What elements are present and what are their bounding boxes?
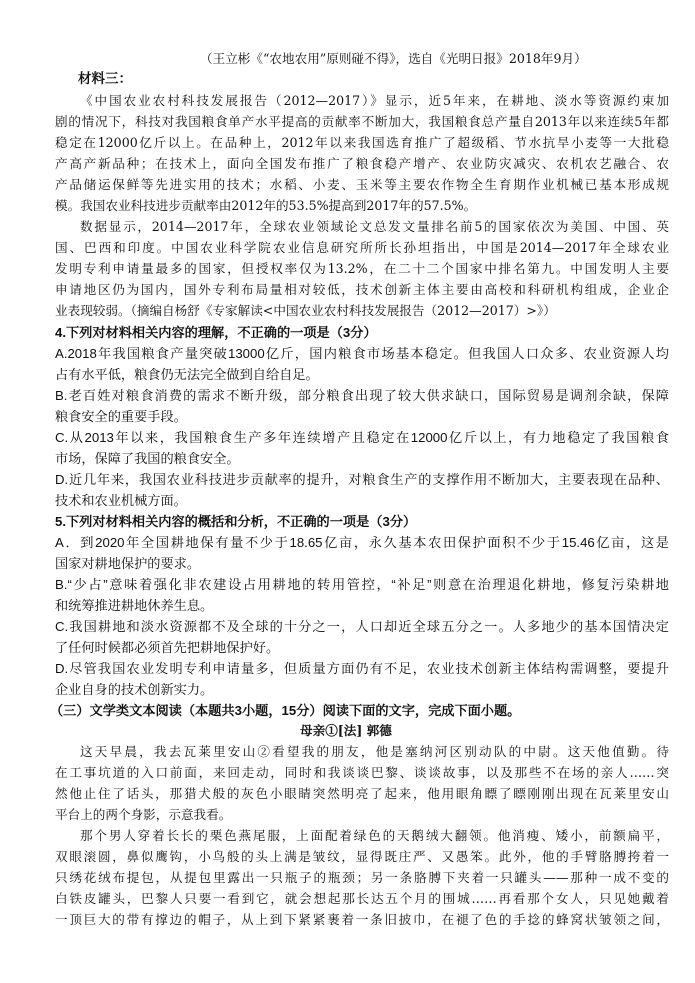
q4-option-d: 技术和农业机械方面。 <box>55 493 187 508</box>
q5-option-a: 国家对耕地保护的要求。 <box>55 556 201 571</box>
q5-option-c: C.我国耕地和淡水资源都不及全球的十分之一，人口却近全球五分之一。人多地少的基本国情决定 <box>55 619 669 634</box>
material3-p1-line: 模。我国农业科技进步贡献率由2012年的53.5%提高到2017年的57.5%。 <box>55 198 477 213</box>
story-p1-line: 平台上的两个身影，示意我看。 <box>55 807 232 822</box>
question-4-stem: 4.下列对材料相关内容的理解，不正确的一项是（3分） <box>55 325 377 340</box>
q5-option-d: 企业自身的技术创新实力。 <box>55 682 214 697</box>
source-citation: （王立彬《“农地农用”原则碰不得》，选自《光明日报》2018年9月） <box>200 51 587 66</box>
story-p1-line: 然他止住了话头，那猎犬般的灰色小眼睛突然明亮了起来，他用眼角瞟了瞟刚刚出现在瓦莱里安山 <box>55 786 669 801</box>
material3-p1-line: 产品储运保鲜等先进实用的技术；水稻、小麦、玉米等主要农作物全生育期作业机械已基本形成规 <box>55 177 669 192</box>
material3-p2-line: 国、巴西和印度。中国农业科学院农业信息研究所所长孙坦指出，中国是2014—2017年全球农业 <box>55 240 669 255</box>
material3-p2-line: 申请地区仍为国内，国外专利布局量相对较低，技术创新主体主要由高校和科研机构组成，企业企 <box>55 282 669 297</box>
q4-option-d: D.近几年来，我国农业科技进步贡献率的提升，对粮食生产的支撑作用不断加大，主要表现在品种、 <box>55 472 669 487</box>
material3-heading: 材料三： <box>78 71 132 87</box>
material3-p1-line: 《中国农业农村科技发展报告（2012—2017）》显示，近5年来，在耕地、淡水等资源约束加 <box>80 93 669 108</box>
story-title: 母亲①[法] 郭德 <box>300 723 392 738</box>
q5-option-d: D.尽管我国农业发明专利申请量多，但质量方面仍有不足，农业技术创新主体结构需调整，要提升 <box>55 661 669 676</box>
material3-p1-line: 剧的情况下，科技对我国粮食单产水平提高的贡献率不断加大，我国粮食总产量自2013年以来连续5年都 <box>55 114 669 129</box>
q5-option-c: 了任何时候都必须首先把耕地保护好。 <box>55 640 280 655</box>
material3-p1-line: 稳定在12000亿斤以上。在品种上，2012年以来我国选育推广了超级稻、节水抗旱小麦等一大批稳 <box>55 135 669 150</box>
q5-option-b: B.“少占”意味着强化非农建设占用耕地的转用管控，“补足”则意在治理退化耕地，修复污染耕地 <box>55 577 669 592</box>
q5-option-b: 和统筹推进耕地休养生息。 <box>55 598 214 613</box>
material3-p1-line: 产高产新品种；在技术上，面向全国发布推广了粮食稳产增产、农业防灾减灾、农机农艺融合、农 <box>55 156 669 171</box>
story-p1-line: 这天早晨，我去瓦莱里安山②看望我的朋友，他是塞纳河区别动队的中尉。这天他值勤。待 <box>80 744 669 759</box>
material3-p2-line: 数据显示，2014—2017年，全球农业领域论文总发文量排名前5的国家依次为美国、中国、英 <box>80 219 669 234</box>
q4-option-c: 市场，保障了我国的粮食安全。 <box>55 451 240 466</box>
q4-option-b: B.老百姓对粮食消费的需求不断升级，部分粮食出现了较大供求缺口，国际贸易是调剂余缺，保障 <box>55 388 669 403</box>
story-p2-line: 一顶巨大的带有撑边的帽子，从上到下紧紧裹着一条旧披巾，在褪了色的手捻的蜂窝状皱领之间， <box>55 912 669 927</box>
q4-option-a: A.2018年我国粮食产量突破13000亿斤，国内粮食市场基本稳定。但我国人口众多、农业资源人均 <box>55 346 669 361</box>
story-p2-line: 那个男人穿着长长的栗色燕尾服，上面配着绿色的天鹅绒大翻领。他消瘦、矮小，前额扁平， <box>80 828 669 843</box>
story-p1-line: 在工事坑道的入口前面，来回走动，同时和我谈谈巴黎、谈谈故事，以及那些不在场的亲人……突 <box>55 765 669 780</box>
section-3-header: （三）文学类文本阅读（本题共3小题，15分）阅读下面的文字，完成下面小题。 <box>50 703 521 718</box>
q4-option-b: 粮食安全的重要手段。 <box>55 409 187 424</box>
story-p2-line: 白铁皮罐头，巴黎人只要一看到它，就会想起那长达五个月的围城……再看那个女人，只见她戴着 <box>55 891 669 906</box>
q5-option-a: A．到2020年全国耕地保有量不少于18.65亿亩，永久基本农田保护面积不少于15.46亿亩，这是 <box>55 535 669 550</box>
q4-option-c: C.从2013年以来，我国粮食生产多年连续增产且稳定在12000亿斤以上，有力地稳定了我国粮食 <box>55 430 669 445</box>
material3-p2-line: 发明专利申请量最多的国家，但授权率仅为13.2%，在二十二个国家中排名第九。中国发明人主要 <box>55 261 669 276</box>
story-p2-line: 只绣花绒布提包，从提包里露出一只瓶子的瓶颈；另一条胳膊下夹着一只罐头——那种一成不变的 <box>55 870 669 885</box>
q4-option-a: 占有水平低，粮食仍无法完全做到自给自足。 <box>55 367 319 382</box>
story-p2-line: 双眼滚圆，鼻似鹰钩，小鸟般的头上满是皱纹，显得既庄严、又愚笨。此外，他的手臂胳膊挎着一 <box>55 849 669 864</box>
question-5-stem: 5.下列对材料相关内容的概括和分析，不正确的一项是（3分） <box>55 514 417 529</box>
material3-p2-line: 业表现较弱。（摘编自杨舒《专家解读<中国农业农村科技发展报告（2012—2017）>》） <box>55 303 556 318</box>
